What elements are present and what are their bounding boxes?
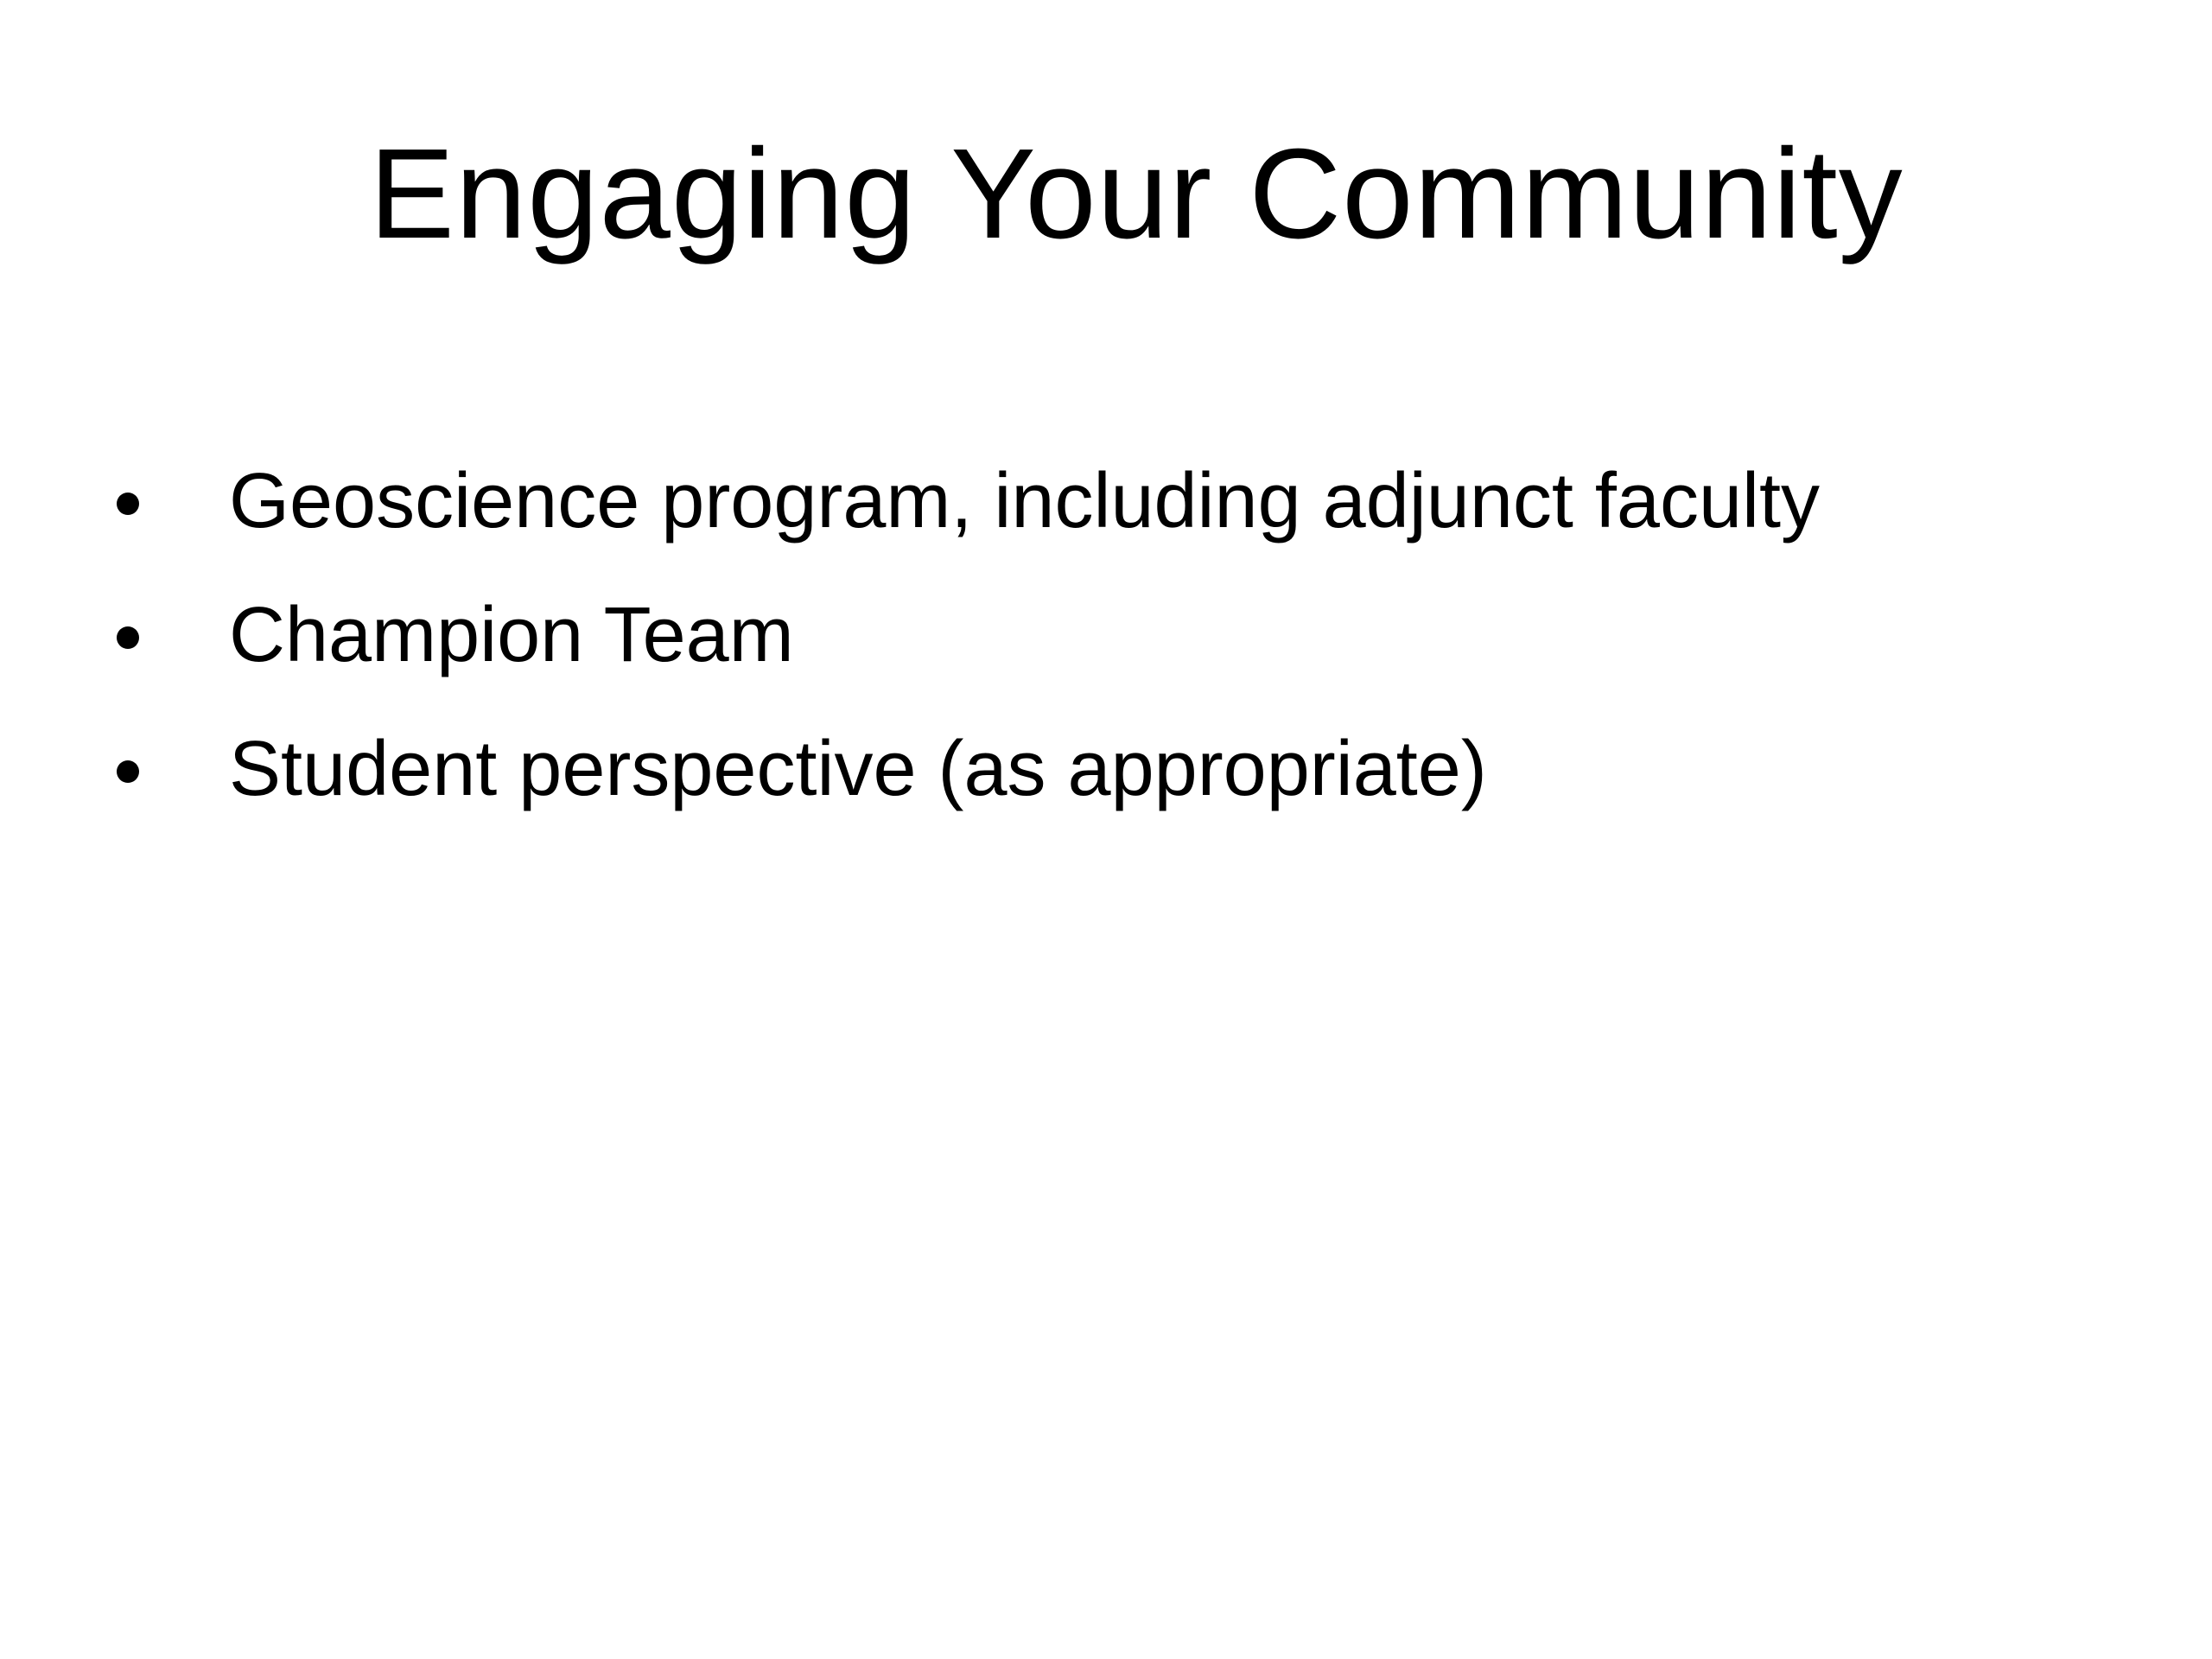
bullet-text: Student perspective (as appropriate) <box>229 726 1487 812</box>
bullet-text: Champion Team <box>229 592 794 678</box>
bullet-item <box>0 717 2212 851</box>
bullet-dot-icon <box>117 493 139 515</box>
bullet-item <box>0 583 2212 717</box>
bullet-text: Geoscience program, including adjunct faculty <box>229 458 1821 544</box>
slide-title: Engaging Your Community <box>369 123 1904 265</box>
bullet-list <box>0 449 2212 851</box>
bullet-item <box>0 449 2212 583</box>
bullet-dot-icon <box>117 626 139 649</box>
bullet-dot-icon <box>117 760 139 783</box>
